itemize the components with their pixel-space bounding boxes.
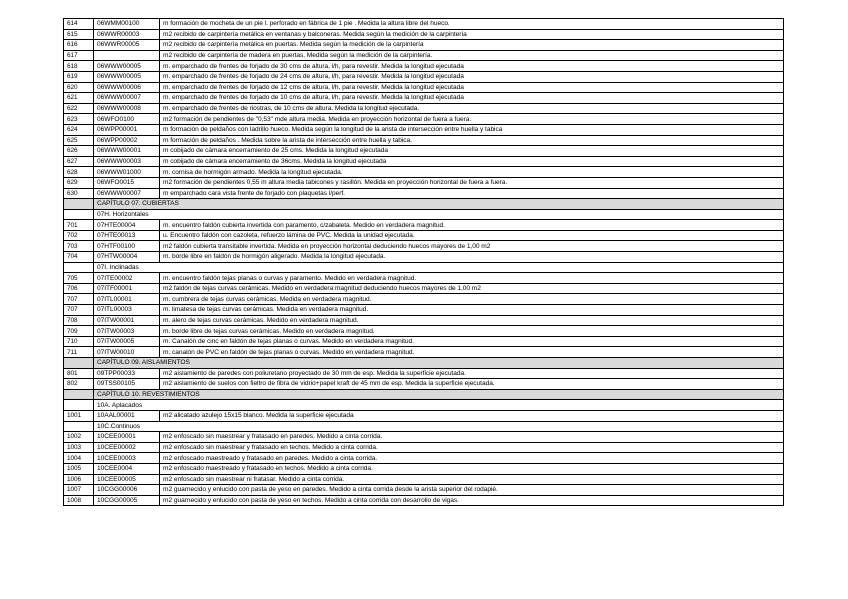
section-heading: 10A. Aplacados: [94, 400, 784, 411]
item-description: m2 formación de pendientes 0,55 m altura media tabicones y rasillón. Medida en proyección horizontal de fuera a fuera.: [160, 177, 784, 188]
item-description: u. Encuentro faldón con cazoleta, refuerzo lámina de PVC. Medida la unidad ejecutada.: [160, 230, 784, 241]
item-code: 10CEE00001: [94, 432, 160, 443]
item-code: 06WWW00007: [94, 93, 160, 104]
item-code: 10CEE00003: [94, 453, 160, 464]
table-row: [64, 220, 784, 231]
item-number: 622: [64, 103, 94, 114]
table-row: [64, 379, 784, 390]
table-row: [64, 294, 784, 305]
item-code: 06WPP00002: [94, 135, 160, 146]
table-row: [64, 156, 784, 167]
table-row: [64, 135, 784, 146]
item-code: 06WWW00005: [94, 61, 160, 72]
table-row: [64, 432, 784, 443]
item-number: 618: [64, 61, 94, 72]
item-code: 06WWW00008: [94, 103, 160, 114]
item-code: 10CEE0004: [94, 463, 160, 474]
item-description: m2 faldón de tejas curvas cerámicas. Medido en verdadera magnitud deduciendo huecos mayores de 1,00 m2: [160, 283, 784, 294]
section-heading: 07I. Inclinadas: [94, 262, 784, 273]
item-number: 1003: [64, 442, 94, 453]
item-description: m formación de peldaños con ladrillo hueco. Medida según la longitud de la arista de intersección entre huella y tabica: [160, 124, 784, 135]
item-description: m. encuentro faldón cubierta invertida con paramento, c/zabaleta. Medido en verdadera magnitud.: [160, 220, 784, 231]
item-code: 06WWW00001: [94, 146, 160, 157]
item-description: m cobijado de cámara encerramiento de 25 cms. Medida la longitud ejecutada: [160, 146, 784, 157]
item-description: m. limatesa de tejas curvas cerámicas. Medida en verdadera magnitud.: [160, 305, 784, 316]
item-number: 707: [64, 305, 94, 316]
chapter-heading: CAPÍTULO 10. REVESTIMIENTOS: [94, 389, 784, 400]
section-heading: 10C.Continuos: [94, 421, 784, 432]
item-description: m2 enfoscado maestreado y fratasado en paredes. Medido a cinta corrida.: [160, 453, 784, 464]
item-description: m2 guarnecido y enlucido con pasta de yeso en paredes. Medido a cinta corrida desde la arista superior del rodapié.: [160, 485, 784, 496]
table-row: [64, 326, 784, 337]
item-description: m. emparchado de frentes de forjado de 12 cms de altura, l/h, para revestir. Medida la longitud ejecutada: [160, 82, 784, 93]
item-number: 704: [64, 252, 94, 263]
item-number: [64, 358, 94, 369]
item-code: 06WMM00100: [94, 19, 160, 30]
item-number: [64, 389, 94, 400]
item-code: 07ITW00003: [94, 326, 160, 337]
table-row: [64, 305, 784, 316]
item-code: 07HTF00100: [94, 241, 160, 252]
item-number: 1008: [64, 495, 94, 506]
item-description: m2 enfoscado sin maestrear y fratasado en techos. Medido a cinta corrida.: [160, 442, 784, 453]
item-code: 09TSS00105: [94, 379, 160, 390]
item-code: 07ITL00003: [94, 305, 160, 316]
table-row: [64, 442, 784, 453]
chapter-row: [64, 199, 784, 210]
item-code: 06WWW01000: [94, 167, 160, 178]
item-number: 619: [64, 71, 94, 82]
item-number: [64, 262, 94, 273]
item-description: m2 enfoscado maestreado y fratasado en techos. Medido a cinta corrida.: [160, 463, 784, 474]
item-description: m2 recibido de carpintería de madera en puertas. Medida según la medición de la carpintería.: [160, 50, 784, 61]
item-code: 07ITF00001: [94, 283, 160, 294]
item-code: 09TPP00033: [94, 368, 160, 379]
item-number: 701: [64, 220, 94, 231]
item-number: 630: [64, 188, 94, 199]
item-number: 624: [64, 124, 94, 135]
item-description: m. borde libre de tejas curvas cerámicas. Medido en verdadera magnitud.: [160, 326, 784, 337]
item-description: m formación de mocheta de un pie l. perforado en fábrica de 1 pie . Medida la altura libre del hueco.: [160, 19, 784, 30]
item-description: m2 faldón cubierta transitable invertida. Medida en proyección horizontal deduciendo huecos mayores de 1,00 m2: [160, 241, 784, 252]
table-row: [64, 40, 784, 51]
table-row: [64, 93, 784, 104]
item-description: m2 guarnecido y enlucido con pasta de yeso en techos. Medido a cinta corrida con desarrollo de vigas.: [160, 495, 784, 506]
item-code: 06WWR00003: [94, 29, 160, 40]
item-number: 709: [64, 326, 94, 337]
table-row: [64, 495, 784, 506]
item-description: m. emparchado de frentes de riostras, de 10 cms de altura. Medida la longitud ejecutada.: [160, 103, 784, 114]
item-description: m emparchado cara vista frente de forjado con plaquetas l/perf.: [160, 188, 784, 199]
item-number: 1002: [64, 432, 94, 443]
table-row: [64, 283, 784, 294]
section-row: [64, 209, 784, 220]
item-number: 707: [64, 294, 94, 305]
section-heading: 07H. Horizontales: [94, 209, 784, 220]
item-description: m2 aislamiento de paredes con poliuretano proyectado de 30 mm de esp. Medida la superficie ejecutada.: [160, 368, 784, 379]
item-number: 616: [64, 40, 94, 51]
item-number: 621: [64, 93, 94, 104]
item-description: m. emparchado de frentes de forjado de 10 cms de altura, l/h, para revestir. Medida la longitud ejecutada: [160, 93, 784, 104]
item-number: 1007: [64, 485, 94, 496]
item-code: 06WWW00007: [94, 188, 160, 199]
item-description: m2 enfoscado sin maestrear y fratasado en paredes. Medido a cinta corrida.: [160, 432, 784, 443]
chapter-row: [64, 358, 784, 369]
item-description: m. cornisa de hormigón armado. Medida la longitud ejecutada.: [160, 167, 784, 178]
item-description: m2 alicatado azulejo 15x15 blanco. Medida la superficie ejecutada: [160, 410, 784, 421]
item-number: 706: [64, 283, 94, 294]
item-code: 06WWW00005: [94, 71, 160, 82]
item-code: 07ITW00005: [94, 336, 160, 347]
item-number: 1004: [64, 453, 94, 464]
table-row: [64, 336, 784, 347]
item-number: [64, 209, 94, 220]
section-row: [64, 400, 784, 411]
table-row: [64, 230, 784, 241]
table-row: [64, 410, 784, 421]
item-number: 1001: [64, 410, 94, 421]
item-number: 710: [64, 336, 94, 347]
table-row: [64, 315, 784, 326]
item-number: 711: [64, 347, 94, 358]
item-code: 07ITW00010: [94, 347, 160, 358]
item-description: m. borde libre en faldón de hormigón aligerado. Medida la longitud ejecutada.: [160, 252, 784, 263]
item-code: 10AAL00001: [94, 410, 160, 421]
item-number: 703: [64, 241, 94, 252]
item-number: [64, 400, 94, 411]
item-description: m2 enfoscado sin maestrear ni fratasar. Medido a cinta corrida.: [160, 474, 784, 485]
item-number: 1005: [64, 463, 94, 474]
item-code: 07HTW00004: [94, 252, 160, 263]
item-description: m. emparchado de frentes de forjado de 30 cms de altura, l/h, para revestir. Medida la longitud ejecutada: [160, 61, 784, 72]
item-code: 10CEE00005: [94, 474, 160, 485]
table-row: [64, 19, 784, 30]
table-row: [64, 71, 784, 82]
item-number: 623: [64, 114, 94, 125]
item-code: 06WPP00001: [94, 124, 160, 135]
item-number: 801: [64, 368, 94, 379]
table-row: [64, 241, 784, 252]
table-row: [64, 29, 784, 40]
table-row: [64, 368, 784, 379]
table-row: [64, 167, 784, 178]
item-number: 627: [64, 156, 94, 167]
table-row: [64, 114, 784, 125]
item-code: 07ITE00002: [94, 273, 160, 284]
item-code: 07HTE00013: [94, 230, 160, 241]
item-number: [64, 421, 94, 432]
item-description: m formación de peldaños . Medida sobre la arista de intersección entre huella y tabica.: [160, 135, 784, 146]
item-code: 06WWR00005: [94, 40, 160, 51]
item-number: 617: [64, 50, 94, 61]
item-description: m2 aislamiento de suelos con fieltro de fibra de vidrio+papel kraft de 45 mm de esp. Medida la superficie ejecutada.: [160, 379, 784, 390]
table-row: [64, 61, 784, 72]
item-code: 10CGG00006: [94, 485, 160, 496]
item-code: 06WFO0100: [94, 114, 160, 125]
section-row: [64, 421, 784, 432]
chapter-heading: CAPÍTULO 09. AISLAMIENTOS: [94, 358, 784, 369]
table-row: [64, 103, 784, 114]
item-description: m2 recibido de carpintería metálica en puertas. Medida según la medición de la carpintería: [160, 40, 784, 51]
table-row: [64, 50, 784, 61]
item-description: m. encuentro faldón tejas planas o curvas y paramento. Medido en verdadera magnitud.: [160, 273, 784, 284]
item-description: m. Canalón de cinc en faldón de tejas planas o curvas. Medido en verdadera magnitud.: [160, 336, 784, 347]
item-description: m2 recibido de carpintería metálica en ventanas y balconeras. Medida según la medición de la carpintería: [160, 29, 784, 40]
item-number: 629: [64, 177, 94, 188]
item-description: m2 formación de pendientes de "0,53" mde altura media. Medida en proyección horizontal de fuera a fuera.: [160, 114, 784, 125]
item-code: [94, 50, 160, 61]
item-number: 620: [64, 82, 94, 93]
table-row: [64, 177, 784, 188]
item-code: 07ITL00001: [94, 294, 160, 305]
chapter-row: [64, 389, 784, 400]
item-code: 06WWW00006: [94, 82, 160, 93]
table-row: [64, 146, 784, 157]
table-row: [64, 273, 784, 284]
item-code: 06WWW00003: [94, 156, 160, 167]
item-number: 1006: [64, 474, 94, 485]
table-row: [64, 252, 784, 263]
specification-table: [63, 18, 784, 506]
item-code: 10CEE00002: [94, 442, 160, 453]
item-description: m. emparchado de frentes de forjado de 24 cms de altura, l/h, para revestir. Medida la longitud ejecutada: [160, 71, 784, 82]
item-code: 07HTE00004: [94, 220, 160, 231]
item-number: 615: [64, 29, 94, 40]
table-row: [64, 463, 784, 474]
item-number: 705: [64, 273, 94, 284]
item-number: [64, 199, 94, 210]
table-row: [64, 474, 784, 485]
table-row: [64, 188, 784, 199]
item-code: 06WFO0015: [94, 177, 160, 188]
item-description: m cobijado de cámara encerramiento de 36cms. Medida la longitud ejecutada: [160, 156, 784, 167]
chapter-heading: CAPÍTULO 07. CUBIERTAS: [94, 199, 784, 210]
item-number: 628: [64, 167, 94, 178]
item-number: 708: [64, 315, 94, 326]
item-number: 802: [64, 379, 94, 390]
item-description: m. canalón de PVC en faldón de tejas planas o curvas. Medido en verdadera magnitud.: [160, 347, 784, 358]
table-row: [64, 347, 784, 358]
item-code: 10CGG00005: [94, 495, 160, 506]
table-body: [64, 19, 784, 506]
section-row: [64, 262, 784, 273]
item-number: 625: [64, 135, 94, 146]
item-number: 626: [64, 146, 94, 157]
table-row: [64, 453, 784, 464]
item-code: 07ITW00001: [94, 315, 160, 326]
item-description: m. alero de tejas curvas cerámicas. Medido en verdadera magnitud.: [160, 315, 784, 326]
item-description: m. cumbrera de tejas curvas cerámicas. Medida en verdadera magnitud.: [160, 294, 784, 305]
table-row: [64, 485, 784, 496]
table-row: [64, 124, 784, 135]
table-row: [64, 82, 784, 93]
item-number: 702: [64, 230, 94, 241]
item-number: 614: [64, 19, 94, 30]
